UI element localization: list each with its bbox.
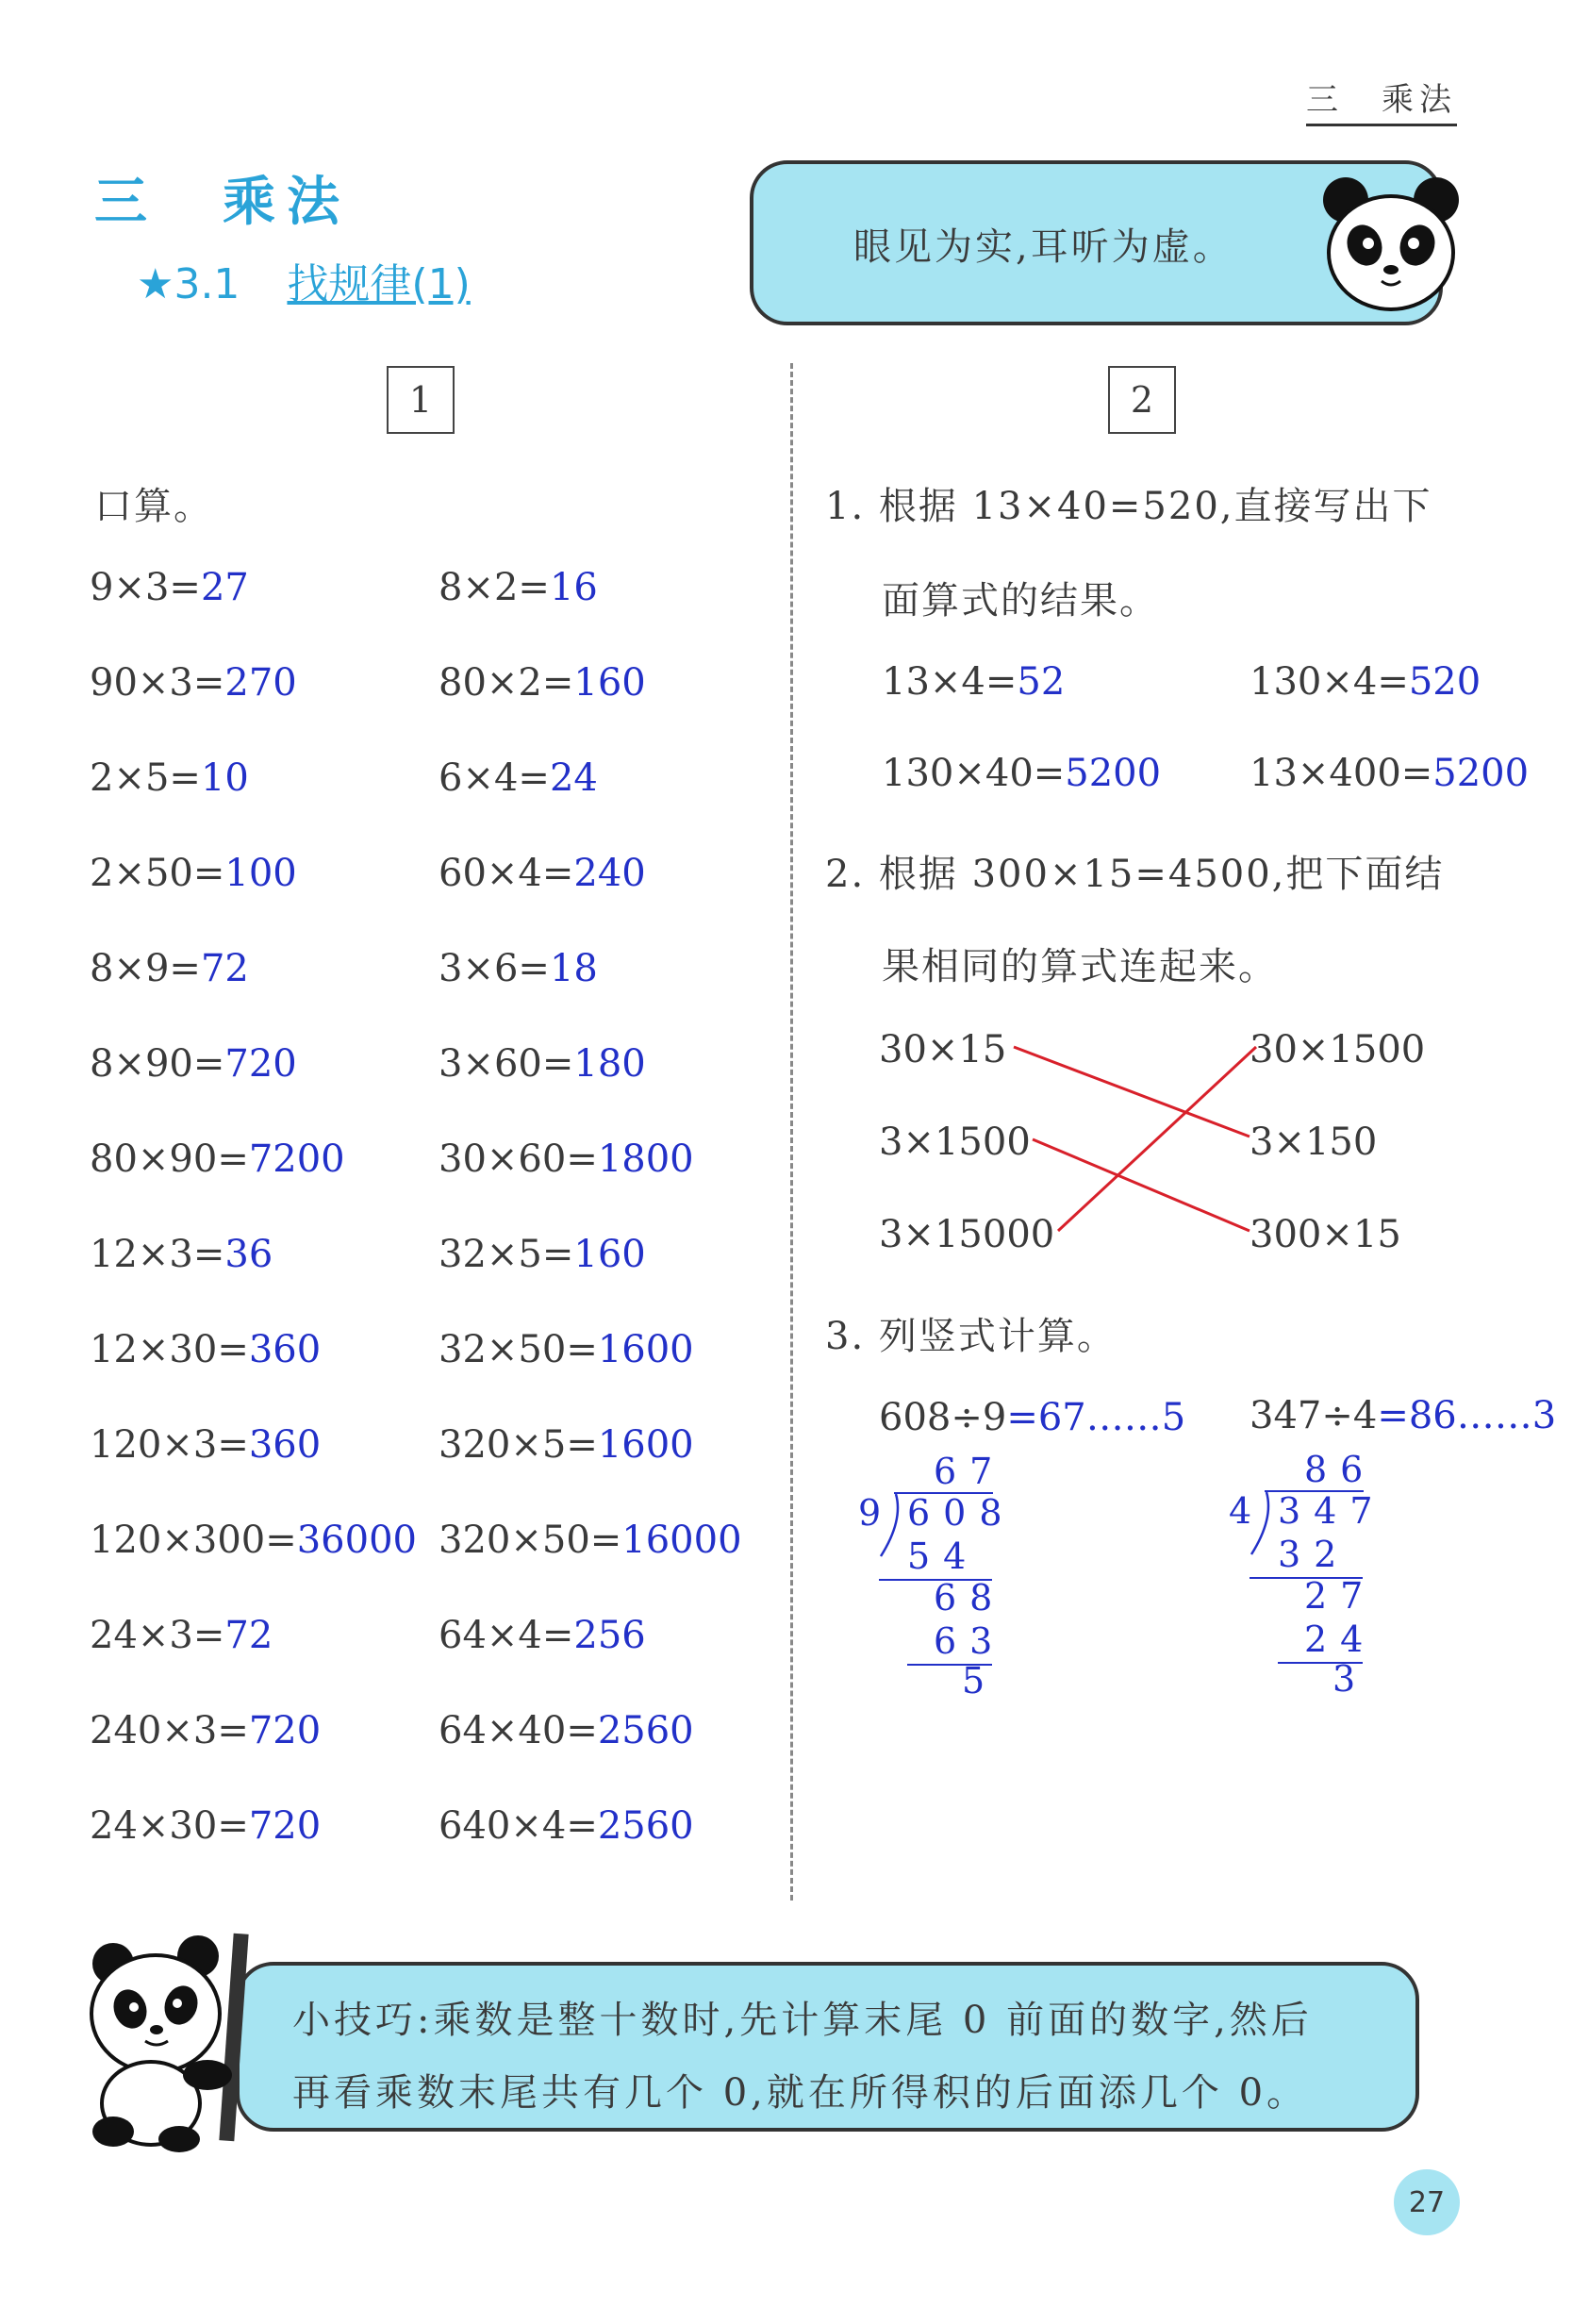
chapter-title: 三 乘法 bbox=[94, 172, 351, 233]
answer: 2560 bbox=[597, 1709, 694, 1752]
motto-text: 眼见为实,耳听为虚。 bbox=[853, 225, 1233, 269]
q3b-sub1: 32 bbox=[1278, 1534, 1350, 1575]
q3a-sub2: 63 bbox=[934, 1620, 1006, 1662]
expression: 60×4= bbox=[439, 852, 574, 895]
expression: 2×50= bbox=[90, 852, 225, 895]
q2-prompt-line1: 2. 根据 300×15=4500,把下面结 bbox=[825, 853, 1445, 896]
q1-prompt-line1: 1. 根据 13×40=520,直接写出下 bbox=[825, 485, 1432, 528]
q3b-expression: 347÷4=86……3 bbox=[1250, 1394, 1557, 1437]
q3-prompt: 3. 列竖式计算。 bbox=[825, 1315, 1117, 1358]
expression: 320×50= bbox=[439, 1519, 622, 1562]
q3a-dividend: 608 bbox=[907, 1492, 1016, 1534]
answer: 18 bbox=[549, 947, 598, 990]
q1-item: 130×4=520 bbox=[1250, 660, 1481, 704]
answer: 72 bbox=[200, 947, 249, 990]
expression: 32×5= bbox=[439, 1233, 574, 1276]
answer: 720 bbox=[248, 1709, 322, 1752]
answer: 10 bbox=[200, 756, 249, 800]
q3a-divisor: 9 bbox=[858, 1492, 895, 1534]
expression: 8×90= bbox=[90, 1042, 225, 1086]
q3b-quotient: 86 bbox=[1304, 1449, 1377, 1490]
q2-right-item: 3×150 bbox=[1250, 1120, 1378, 1164]
q3b-remainder: 3 bbox=[1332, 1658, 1369, 1700]
answer: 36000 bbox=[296, 1519, 417, 1562]
expression: 24×30= bbox=[90, 1804, 249, 1848]
expression: 8×9= bbox=[90, 947, 201, 990]
answer: 7200 bbox=[248, 1137, 345, 1181]
expression: 320×5= bbox=[439, 1423, 598, 1467]
expression: 9×3= bbox=[90, 566, 201, 609]
expression: 80×2= bbox=[439, 661, 574, 705]
expression: 640×4= bbox=[439, 1804, 598, 1848]
tip-line2: 再看乘数末尾共有几个 0,就在所得积的后面添几个 0。 bbox=[292, 2071, 1309, 2115]
answer: 1600 bbox=[597, 1328, 694, 1371]
expression: 24×3= bbox=[90, 1614, 225, 1657]
star-icon: ★ bbox=[137, 260, 174, 308]
expression: 3×6= bbox=[439, 947, 550, 990]
tip-line1: 小技巧:乘数是整十数时,先计算末尾 0 前面的数字,然后 bbox=[292, 1999, 1313, 2042]
answer: 160 bbox=[573, 661, 646, 705]
answer: 360 bbox=[248, 1328, 322, 1371]
answer: 36 bbox=[224, 1233, 273, 1276]
page-number: 27 bbox=[1394, 2169, 1460, 2235]
answer: 1800 bbox=[597, 1137, 694, 1181]
q2-left-item: 30×15 bbox=[879, 1028, 1007, 1071]
answer: 256 bbox=[573, 1614, 646, 1657]
q2-left-item: 3×15000 bbox=[879, 1213, 1055, 1256]
q3a-remainder: 5 bbox=[962, 1660, 999, 1702]
q2-left-item: 3×1500 bbox=[879, 1120, 1031, 1164]
q3a-expression: 608÷9=67……5 bbox=[879, 1396, 1186, 1439]
expression: 6×4= bbox=[439, 756, 550, 800]
expression: 80×90= bbox=[90, 1137, 249, 1181]
expression: 3×60= bbox=[439, 1042, 574, 1086]
q2-right-item: 30×1500 bbox=[1250, 1028, 1426, 1071]
q1-item: 13×400=5200 bbox=[1250, 752, 1530, 795]
q3a-quotient: 67 bbox=[934, 1451, 1006, 1492]
expression: 2×5= bbox=[90, 756, 201, 800]
expression: 12×3= bbox=[90, 1233, 225, 1276]
answer: 720 bbox=[248, 1804, 322, 1848]
expression: 120×3= bbox=[90, 1423, 249, 1467]
lesson-name: 找规律(1) bbox=[287, 260, 471, 308]
panda-with-brush-icon bbox=[85, 1915, 292, 2160]
answer: 16000 bbox=[621, 1519, 742, 1562]
expression: 120×300= bbox=[90, 1519, 297, 1562]
q3b-divisor: 4 bbox=[1229, 1490, 1266, 1532]
q3b-rem1: 27 bbox=[1304, 1575, 1377, 1617]
answer: 27 bbox=[200, 566, 249, 609]
answer: 180 bbox=[573, 1042, 646, 1086]
q3b-dividend: 347 bbox=[1278, 1490, 1386, 1532]
expression: 240×3= bbox=[90, 1709, 249, 1752]
q2-prompt-line2: 果相同的算式连起来。 bbox=[882, 945, 1278, 988]
q1-item: 130×40=5200 bbox=[882, 752, 1162, 795]
answer: 360 bbox=[248, 1423, 322, 1467]
answer: 72 bbox=[224, 1614, 273, 1657]
answer: 240 bbox=[573, 852, 646, 895]
q2-right-item: 300×15 bbox=[1250, 1213, 1401, 1256]
q1-item: 13×4=52 bbox=[882, 660, 1066, 704]
q3a-sub1: 54 bbox=[907, 1536, 980, 1577]
q1-prompt-line2: 面算式的结果。 bbox=[882, 579, 1159, 622]
expression: 64×4= bbox=[439, 1614, 574, 1657]
answer: 720 bbox=[224, 1042, 297, 1086]
q3a-rem1: 68 bbox=[934, 1577, 1006, 1618]
chapter-header: 三 乘法 bbox=[1306, 74, 1457, 126]
answer: 24 bbox=[549, 756, 598, 800]
answer: 270 bbox=[224, 661, 297, 705]
expression: 32×50= bbox=[439, 1328, 598, 1371]
expression: 64×40= bbox=[439, 1709, 598, 1752]
q3a-bracket-curve bbox=[881, 1494, 898, 1556]
section-1-box: 1 bbox=[387, 366, 455, 434]
q3b-bracket-curve bbox=[1251, 1492, 1268, 1554]
expression: 90×3= bbox=[90, 661, 225, 705]
q3b-sub2: 24 bbox=[1304, 1618, 1377, 1660]
expression: 8×2= bbox=[439, 566, 550, 609]
lesson-number: 3.1 bbox=[174, 260, 240, 308]
expression: 12×30= bbox=[90, 1328, 249, 1371]
answer: 100 bbox=[224, 852, 297, 895]
expression: 30×60= bbox=[439, 1137, 598, 1181]
answer: 160 bbox=[573, 1233, 646, 1276]
answer: 16 bbox=[549, 566, 598, 609]
section-2-box: 2 bbox=[1108, 366, 1176, 434]
answer: 2560 bbox=[597, 1804, 694, 1848]
answer: 1600 bbox=[597, 1423, 694, 1467]
section-1-instruction: 口算。 bbox=[94, 485, 213, 528]
